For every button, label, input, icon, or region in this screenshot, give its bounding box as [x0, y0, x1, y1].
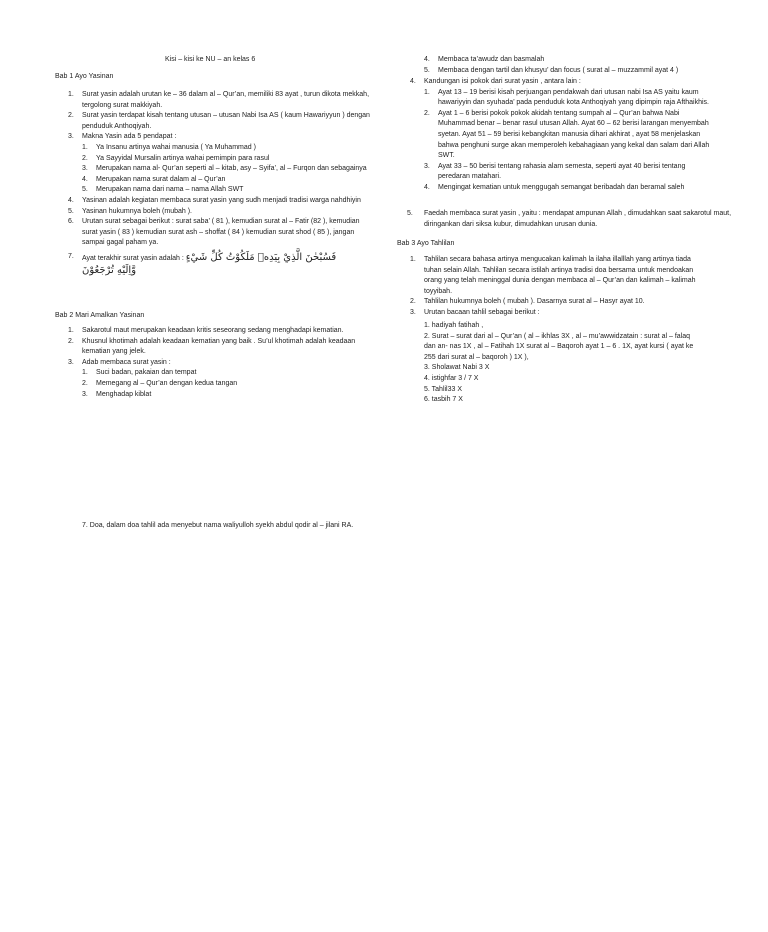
tahlil-urutan-list [424, 321, 702, 406]
list-item: 2. Tahlilan hukumnya boleh ( mubah ). Dasarnya surat al – Hasyr ayat 10. [410, 298, 645, 306]
faedah-item: 5. Faedah membaca surat yasin , yaitu : mendapat ampunan Allah , dimudahkan saat sakarotul maut, diringankan dari siksa kubur, dimudahkan urusan dunia. [407, 210, 732, 228]
list-item: 1. Tahlilan secara bahasa artinya mengucakan kalimah la ilaha illalllah yang artinya tiada tuhan selain Allah. Tahlilan secara istilah artinya tradisi doa bersama untuk mendoakan orang yang telah meninggal dunia dengan membaca al – Qur’an dan kalimah – kalimah toyyibah. [410, 256, 696, 295]
list-item: 2. Surat – surat dari al – Qur’an ( al – ikhlas 3X , al – mu’awwidzatain : surat al – falaq dan an- nas 1X , al – Fatihah 1X surat al – Baqoroh ayat 1 – 6 . 1X, ayat kursi ( ayat ke 255 dari surat al – baqoroh ) 1X ), [424, 332, 694, 361]
list-item: 5. Yasinan hukumnya boleh (mubah ). [68, 207, 192, 215]
list-item: 3. Sholawat Nabi 3 X [424, 364, 490, 372]
list-item: 2. Khusnul khotimah adalah keadaan kematian yang baik . Su’ul khotimah adalah keadaan kematian yang jelek. [68, 337, 356, 356]
list-item: 4. istighfar 3 / 7 X [424, 374, 479, 382]
list-item: 3. Merupakan nama al- Qur’an seperti al – kitab, asy – Syifa’, al – Furqon dan sebagainya [82, 165, 367, 173]
list-item: 6. tasbih 7 X [424, 396, 463, 404]
makna-sublist [82, 143, 375, 196]
list-item: 5. Merupakan nama dari nama – nama Allah SWT [82, 186, 244, 194]
list-item: 1. hadiyah fatihah , [424, 322, 484, 329]
list-item: 3. Makna Yasin ada 5 pendapat : 1. Ya Insanu artinya wahai manusia ( Ya Muhammad ) 2. Ya Sayyidal Mursalin artinya wahai pemimpin para rasul 3. Merupakan nama al- Qur’an seperti al – kitab, asy – Syifa’, al – Furqon dan sebagainya 4. Merupakan nama surat dalam al – Qur’an 5. Merupakan nama dari nama – nama Allah SWT [55, 132, 375, 196]
arabic-verse-line1: فَسُبْحٰنَ الَّذِيْ بِيَدِهٖ مَلَكُوْتُ كُلِّ شَيْءٍ [185, 251, 337, 263]
page-title: Kisi – kisi ke NU – an kelas 6 [165, 56, 256, 63]
adab-continued-list [397, 55, 717, 76]
list-item: 1. Ya Insanu artinya wahai manusia ( Ya Muhammad ) [82, 143, 256, 151]
list-item: 2. Surat yasin terdapat kisah tentang utusan – utusan Nabi Isa AS ( kaum Hawariyyun ) dengan penduduk Anthoqiyah. [68, 112, 370, 130]
list-item: 1. Surat yasin adalah urutan ke – 36 dalam al – Qur’an, memiliki 83 ayat , turun dikota mekkah, tergolong surat makkiyah. [68, 91, 370, 109]
bab2-list [55, 326, 375, 400]
list-item: 1. Suci badan, pakaian dan tempat [82, 369, 197, 377]
list-item: 4. Membaca ta’awudz dan basmalah [424, 56, 545, 63]
list-item: 3. Menghadap kiblat [82, 390, 152, 398]
list-item: 3. Ayat 33 – 50 berisi tentang rahasia alam semesta, seperti ayat 40 berisi tentang peredaran matahari. [424, 162, 686, 181]
list-item: 1. Sakarotul maut merupakan keadaan kritis seseorang sedang menghadapi kematian. [68, 327, 344, 334]
bab3-list [397, 255, 702, 319]
adab-sublist [82, 368, 375, 400]
list-item: 7. Ayat terakhir surat yasin adalah : فَسُبْحٰنَ الَّذِيْ بِيَدِهٖ مَلَكُوْتُ كُلِّ شَيْءٍ وَّاِلَيْهِ تُرْجَعُوْنَ [55, 252, 375, 277]
list-item: 3. Urutan bacaan tahlil sebagai berikut : [410, 308, 540, 316]
kandungan-list [397, 77, 717, 194]
bab1-heading: Bab 1 Ayo Yasinan [55, 73, 114, 80]
bab1-list [55, 90, 375, 277]
list-item: 5. Tahlil33 X [424, 385, 463, 393]
list-item: 5. Membaca dengan tartil dan khusyu’ dan focus ( surat al – muzzammil ayat 4 ) [424, 66, 679, 74]
arabic-verse-line2: وَّاِلَيْهِ تُرْجَعُوْنَ [82, 264, 137, 276]
list-item: 2. Ayat 1 – 6 berisi pokok pokok akidah tentang sumpah al – Qur’an bahwa Nabi Muhammad benar – benar rasul utusan Allah. Ayat 60 – 62 berisi larangan menyembah syetan. Ayat 51 – 59 berisi kebangkitan manusia dihari akhirat , ayat 58 menjelaskan bahwa penghuni surge akan memperoleh kebahagiaan yang kekal dan salam dari Allah SWT. [424, 109, 710, 160]
bab3-heading: Bab 3 Ayo Tahlilan [397, 240, 455, 247]
list-item: 2. Ya Sayyidal Mursalin artinya wahai pemimpin para rasul [82, 154, 270, 162]
list-item: 6. Urutan surat sebagai berikut : surat saba’ ( 81 ), kemudian surat al – Fatir (82 ), kemudian surat yasin ( 83 ) kemudian surat ash – shoffat ( 84 ) kemudian surat shod ( 85 ), jangan sampai gagal paham ya. [68, 218, 360, 247]
bab2-heading: Bab 2 Mari Amalkan Yasinan [55, 312, 145, 319]
kandungan-sublist [424, 88, 717, 194]
list-item: 3. Adab membaca surat yasin : 1. Suci badan, pakaian dan tempat 2. Memegang al – Qur’an dengan kedua tangan 3. Menghadap kiblat [55, 358, 375, 400]
list-item: 4. Mengingat kematian untuk menggugah semangat beribadah dan beramal saleh [424, 183, 685, 191]
tahlil-doa-note: 7. Doa, dalam doa tahlil ada menyebut nama waliyulloh syekh abdul qodir al – jilani RA. [82, 522, 354, 529]
list-item: 1. Ayat 13 – 19 berisi kisah perjuangan pendakwah dari utusan nabi Isa AS yaitu kaum hawariyyin dan syuhada’ pada penduduk kota Anthoqiyah yang dipimpin raja Afthaikhis. [424, 88, 709, 107]
list-item: 4. Merupakan nama surat dalam al – Qur’an [82, 175, 226, 183]
list-item: 4. Yasinan adalah kegiatan membaca surat yasin yang sudh menjadi tradisi warga nahdhiyin [68, 196, 361, 204]
list-item: 4. Kandungan isi pokok dari surat yasin , antara lain : 1. Ayat 13 – 19 berisi kisah perjuangan pendakwah dari utusan nabi Isa AS yaitu kaum hawariyyin dan syuhada’ pada penduduk kota Anthoqiyah yang dipimpin raja Afthaikhis. 2. Ayat 1 – 6 berisi pokok pokok akidah tentang sumpah al – Qur’an bahwa Nabi Muhammad benar – benar rasul utusan Allah. Ayat 60 – 62 berisi larangan menyembah syetan. Ayat 51 – 59 berisi kebangkitan manusia dihari akhirat , ayat 58 menjelaskan bahwa penghuni surge akan memperoleh kebahagiaan yang kekal dan salam dari Allah SWT. 3. Ayat 33 – 50 berisi tentang rahasia alam semesta, seperti ayat 40 berisi tentang peredaran matahari. 4. Mengingat kematian untuk menggugah semangat beribadah dan beramal saleh [397, 77, 717, 194]
list-item: 2. Memegang al – Qur’an dengan kedua tangan [82, 379, 238, 387]
